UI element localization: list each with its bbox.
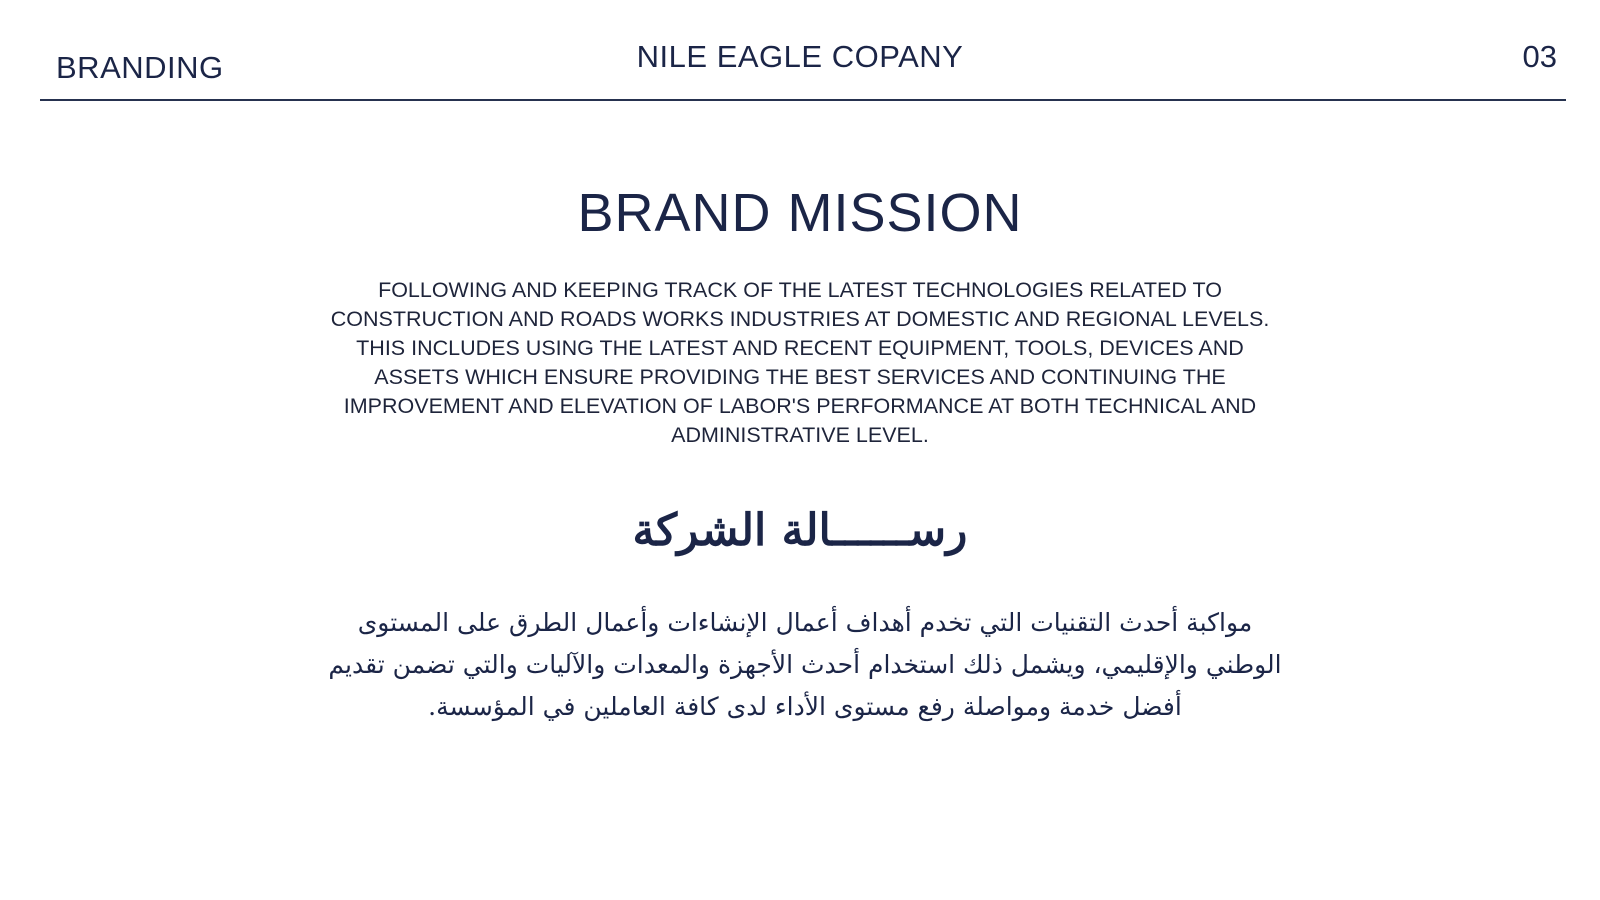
mission-title: BRAND MISSION	[577, 183, 1023, 243]
mission-title-arabic: رســــــالة الشركة	[632, 505, 968, 556]
header-divider	[40, 99, 1566, 101]
mission-body-arabic: مواكبة أحدث التقنيات التي تخدم أهداف أعمال الإنشاءات وأعمال الطرق على المستوى الوطني والإقليمي، ويشمل ذلك استخدام أحدث الأجهزة والمعدات والآليات والتي تضمن تقديم أفضل خدمة ومواصلة رفع مستوى الأداء لدى كافة العاملين في المؤسسة.	[328, 608, 1282, 721]
mission-body-english: FOLLOWING AND KEEPING TRACK OF THE LATEST TECHNOLOGIES RELATED TO CONSTRUCTION AND ROADS WORKS INDUSTRIES AT DOMESTIC AND REGIONAL LEVELS. THIS INCLUDES USING THE LATEST AND RECENT EQUIPMENT, TOOLS, DEVICES AND ASSETS WHICH ENSURE PROVIDING THE BEST SERVICES AND CONTINUING THE IMPROVEMENT AND ELEVATION OF LABOR'S PERFORMANCE AT BOTH TECHNICAL AND ADMINISTRATIVE LEVEL.	[330, 278, 1270, 447]
header-page-number: 03	[1522, 39, 1557, 74]
header-section-label: BRANDING	[56, 50, 224, 85]
header-company-name: NILE EAGLE COPANY	[636, 39, 964, 74]
